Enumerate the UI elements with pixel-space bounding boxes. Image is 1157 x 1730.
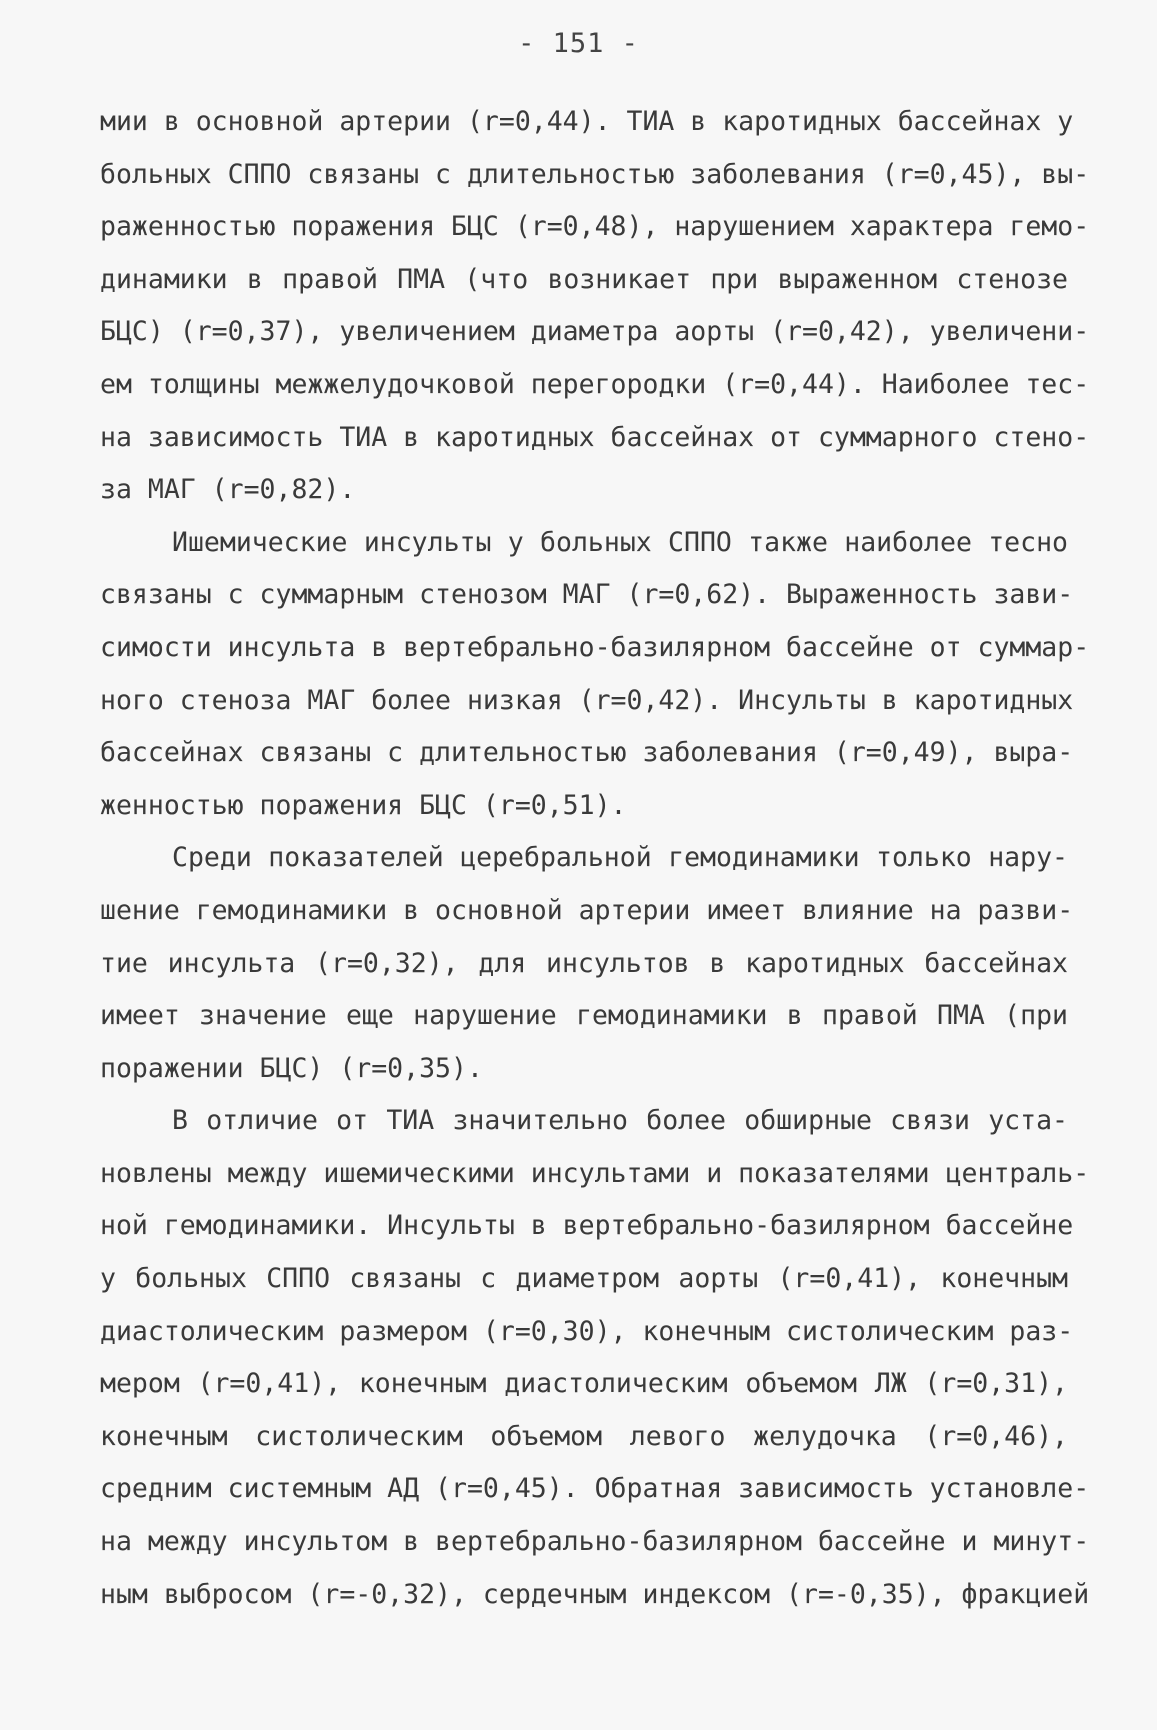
text-line: раженностью поражения БЦС (r=0,48), нарушением характера гемо-	[100, 211, 1090, 243]
text-line: новлены между ишемическими инсультами и показателями централь-	[100, 1157, 1090, 1189]
text-line: мером (r=0,41), конечным диастолическим объемом ЛЖ (r=0,31),	[100, 1368, 1068, 1400]
text-line: на зависимость ТИА в каротидных бассейнах от суммарного стено-	[100, 421, 1090, 453]
text-line: больных СППО связаны с длительностью заболевания (r=0,45), вы-	[100, 158, 1090, 190]
text-line: ем толщины межжелудочковой перегородки (r=0,44). Наиболее тес-	[100, 368, 1090, 400]
text-line: за МАГ (r=0,82).	[100, 474, 356, 506]
text-line: имеет значение еще нарушение гемодинамики в правой ПМА (при	[100, 1000, 1068, 1032]
text-line: диастолическим размером (r=0,30), конечным систолическим раз-	[100, 1315, 1074, 1347]
text-line: ного стеноза МАГ более низкая (r=0,42). Инсульты в каротидных	[100, 684, 1074, 716]
text-line: поражении БЦС) (r=0,35).	[100, 1052, 483, 1084]
text-line: конечным систолическим объемом левого желудочка (r=0,46),	[100, 1420, 1068, 1452]
text-line: средним системным АД (r=0,45). Обратная зависимость установле-	[100, 1473, 1090, 1505]
text-line: женностью поражения БЦС (r=0,51).	[100, 789, 627, 821]
text-line: связаны с суммарным стенозом МАГ (r=0,62). Выраженность зави-	[100, 579, 1074, 611]
paragraph	[100, 832, 1074, 1095]
text-line: Ишемические инсульты у больных СППО также наиболее тесно	[172, 526, 1068, 558]
text-line: тие инсульта (r=0,32), для инсультов в каротидных бассейнах	[100, 947, 1068, 979]
text-line: на между инсультом в вертебрально-базилярном бассейне и минут-	[100, 1526, 1090, 1558]
paragraph	[100, 1095, 1090, 1621]
paragraph	[100, 517, 1090, 833]
text-line: динамики в правой ПМА (что возникает при выраженном стенозе	[100, 263, 1068, 295]
text-line: мии в основной артерии (r=0,44). ТИА в каротидных бассейнах у	[100, 106, 1074, 137]
text-line: шение гемодинамики в основной артерии имеет влияние на разви-	[100, 894, 1074, 926]
text-line: В отличие от ТИА значительно более обширные связи уста-	[172, 1105, 1068, 1137]
paragraph	[100, 96, 1090, 517]
text-line: ной гемодинамики. Инсульты в вертебрально-базилярном бассейне	[100, 1210, 1074, 1242]
text-line: БЦС) (r=0,37), увеличением диаметра аорты (r=0,42), увеличени-	[100, 316, 1090, 348]
body-text	[100, 96, 1090, 1621]
page-number: - 151 -	[518, 28, 639, 59]
text-line: бассейнах связаны с длительностью заболевания (r=0,49), выра-	[100, 737, 1074, 769]
text-line: у больных СППО связаны с диаметром аорты (r=0,41), конечным	[100, 1263, 1068, 1295]
text-line: симости инсульта в вертебрально-базилярном бассейне от суммар-	[100, 631, 1090, 663]
text-line: ным выбросом (r=-0,32), сердечным индексом (r=-0,35), фракцией	[100, 1578, 1090, 1610]
text-line: Среди показателей церебральной гемодинамики только нару-	[172, 842, 1068, 874]
